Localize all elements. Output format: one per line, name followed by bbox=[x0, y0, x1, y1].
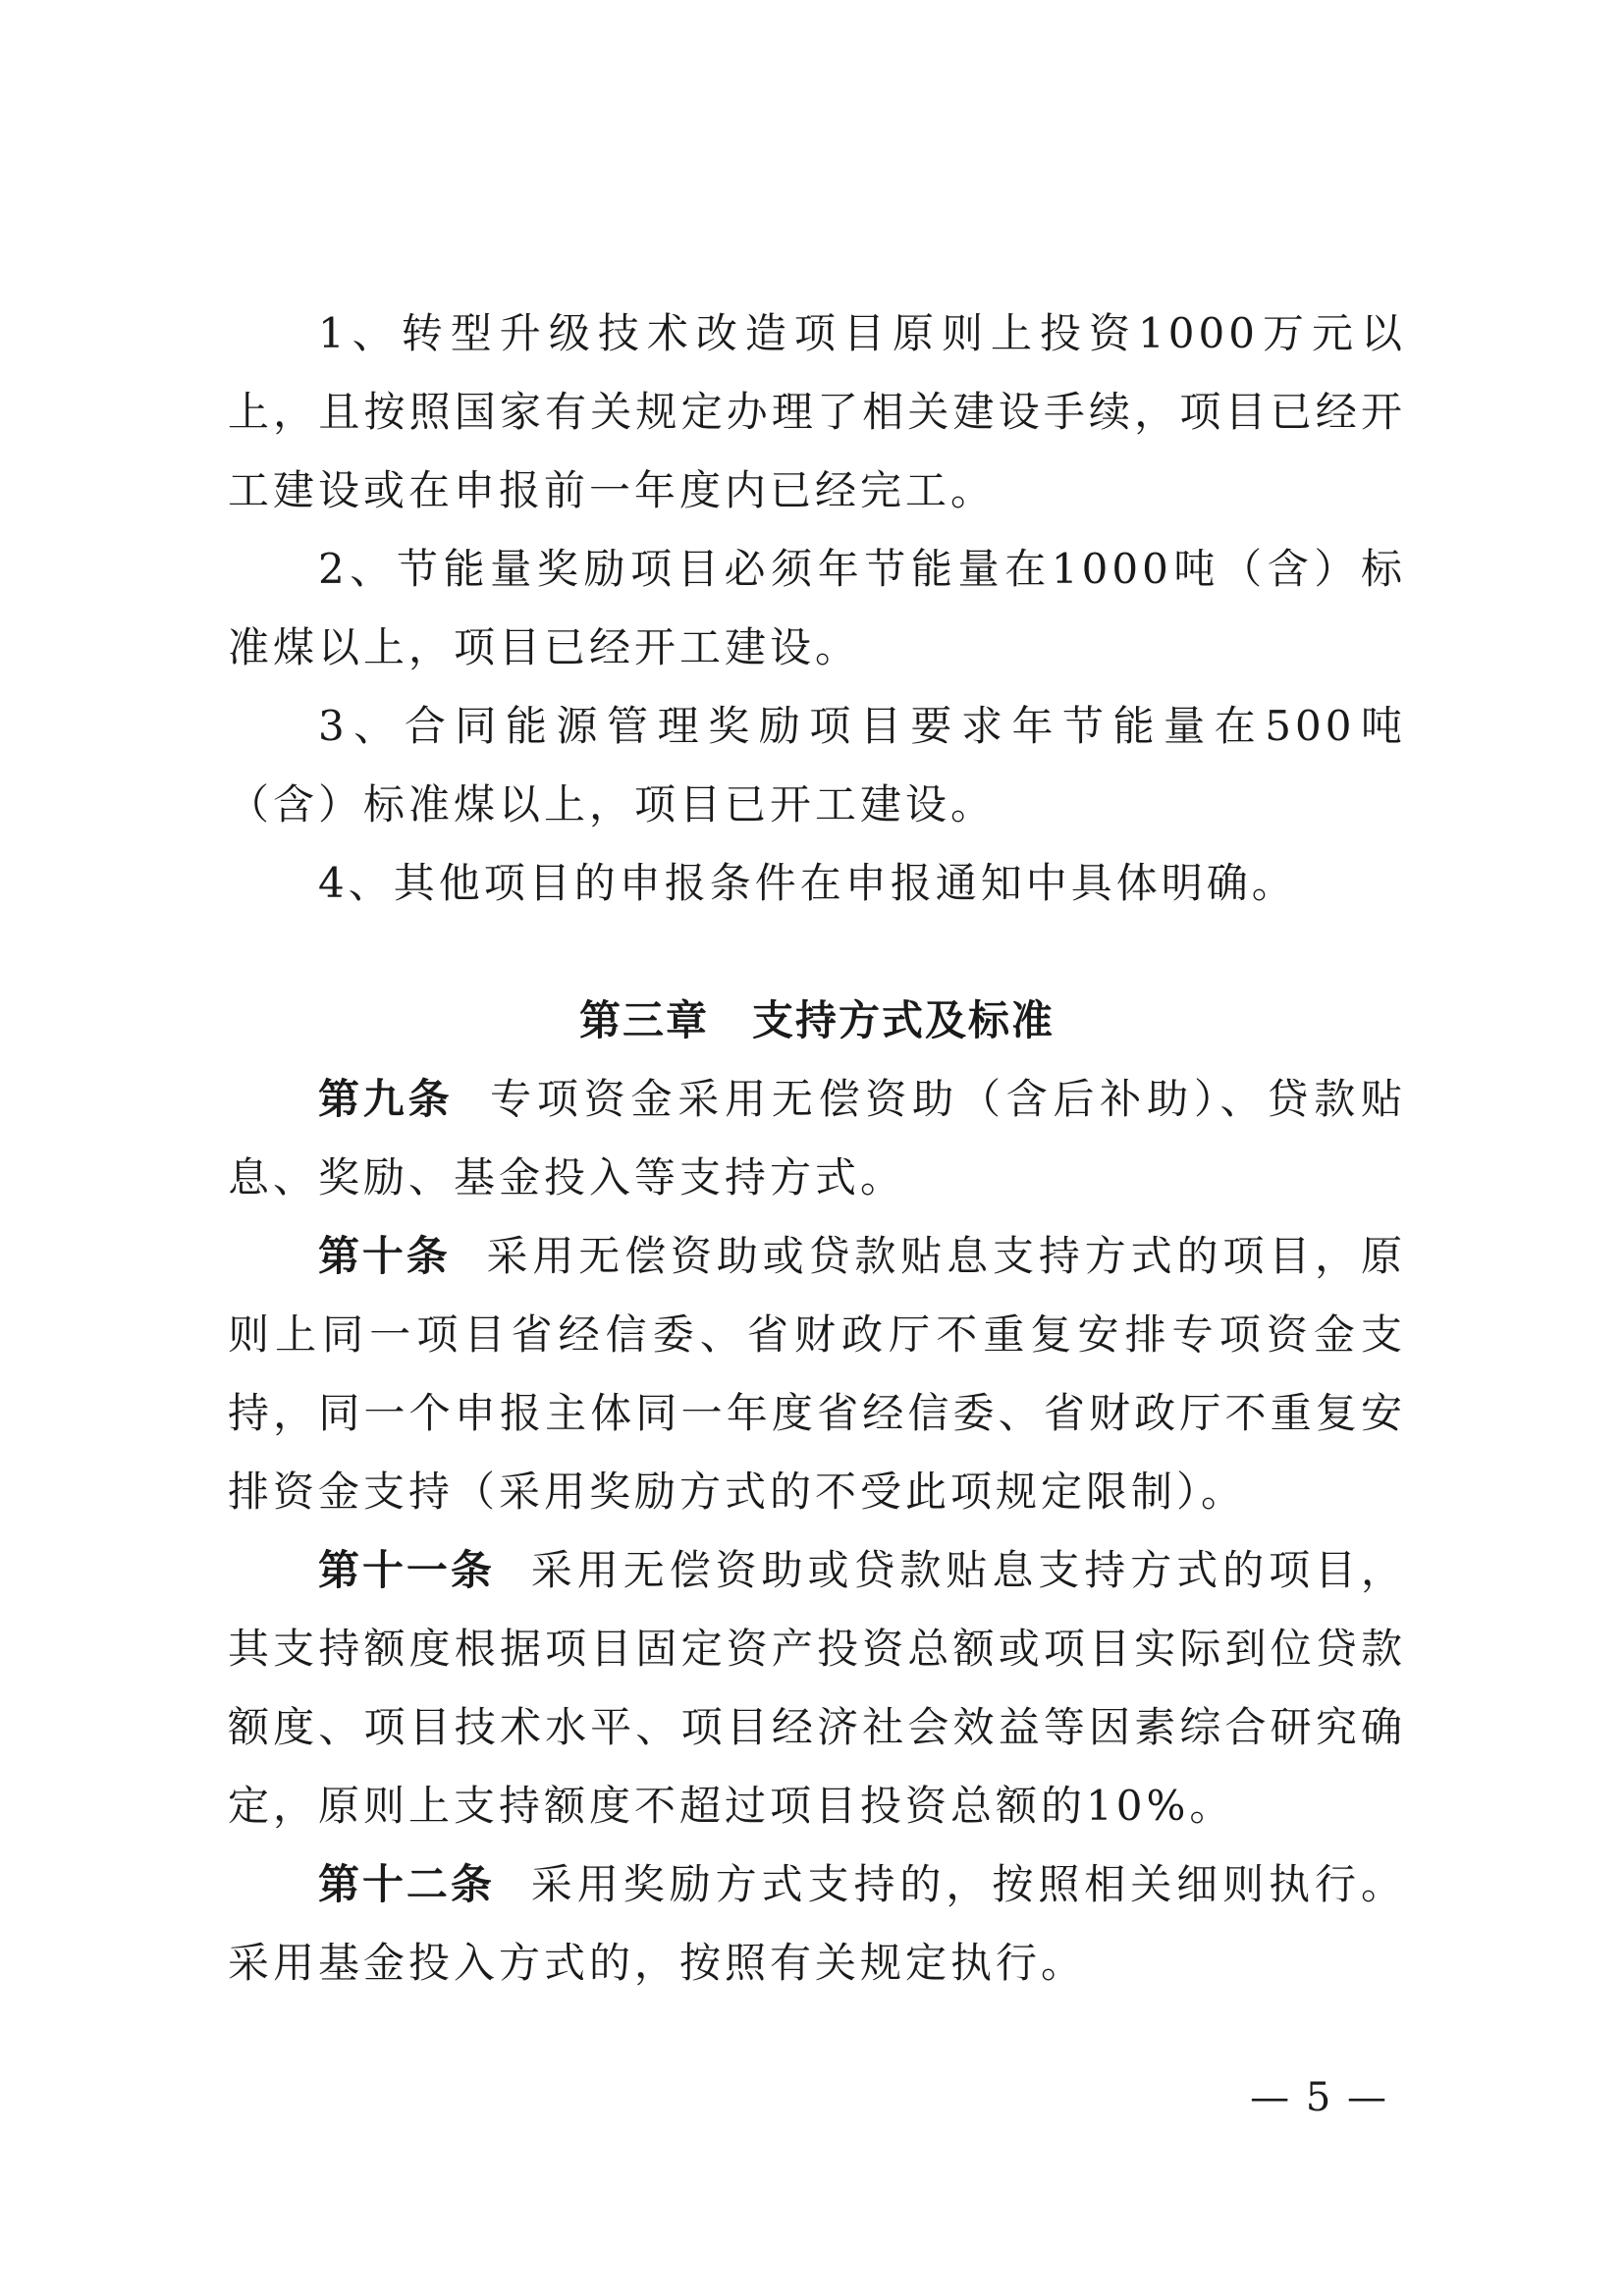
article-text: 采用无偿资助或贷款贴息支持方式的项目，其支持额度根据项目固定资产投资总额或项目实际到位贷款额度、项目技术水平、项目经济社会效益等因素综合研究确定，原则上支持额度不超过项目投资总额的10%。 bbox=[228, 1546, 1406, 1830]
project-conditions-section bbox=[228, 294, 1406, 923]
condition-paragraph-1: 1、转型升级技术改造项目原则上投资1000万元以上，且按照国家有关规定办理了相关建设手续，项目已经开工建设或在申报前一年度内已经完工。 bbox=[228, 309, 1406, 514]
article-12 bbox=[228, 1845, 1406, 2002]
article-label: 第九条 bbox=[318, 1075, 454, 1123]
article-10 bbox=[228, 1217, 1406, 1531]
article-label: 第十条 bbox=[318, 1232, 451, 1280]
condition-paragraph-4: 4、其他项目的申报条件在申报通知中具体明确。 bbox=[318, 859, 1297, 907]
article-11 bbox=[228, 1531, 1406, 1845]
article-text: 专项资金采用无偿资助（含后补助）、贷款贴息、奖励、基金投入等支持方式。 bbox=[228, 1075, 1406, 1201]
article-label: 第十二条 bbox=[318, 1860, 495, 1908]
condition-paragraph-2: 2、节能量奖励项目必须年节能量在1000吨（含）标准煤以上，项目已经开工建设。 bbox=[228, 545, 1406, 671]
articles-section bbox=[228, 1060, 1406, 2002]
article-label: 第十一条 bbox=[318, 1546, 495, 1594]
article-9 bbox=[228, 1060, 1406, 1217]
chapter-title: 第三章 支持方式及标准 bbox=[578, 996, 1055, 1044]
page-number: — 5 — bbox=[1250, 2075, 1388, 2120]
condition-paragraph-3: 3、合同能源管理奖励项目要求年节能量在500吨（含）标准煤以上，项目已开工建设。 bbox=[228, 702, 1406, 828]
article-text: 采用无偿资助或贷款贴息支持方式的项目，原则上同一项目省经信委、省财政厅不重复安排专项资金支持，同一个申报主体同一年度省经信委、省财政厅不重复安排资金支持（采用奖励方式的不受此项规定限制）。 bbox=[228, 1232, 1406, 1516]
article-text: 采用奖励方式支持的，按照相关细则执行。采用基金投入方式的，按照有关规定执行。 bbox=[228, 1860, 1406, 1987]
